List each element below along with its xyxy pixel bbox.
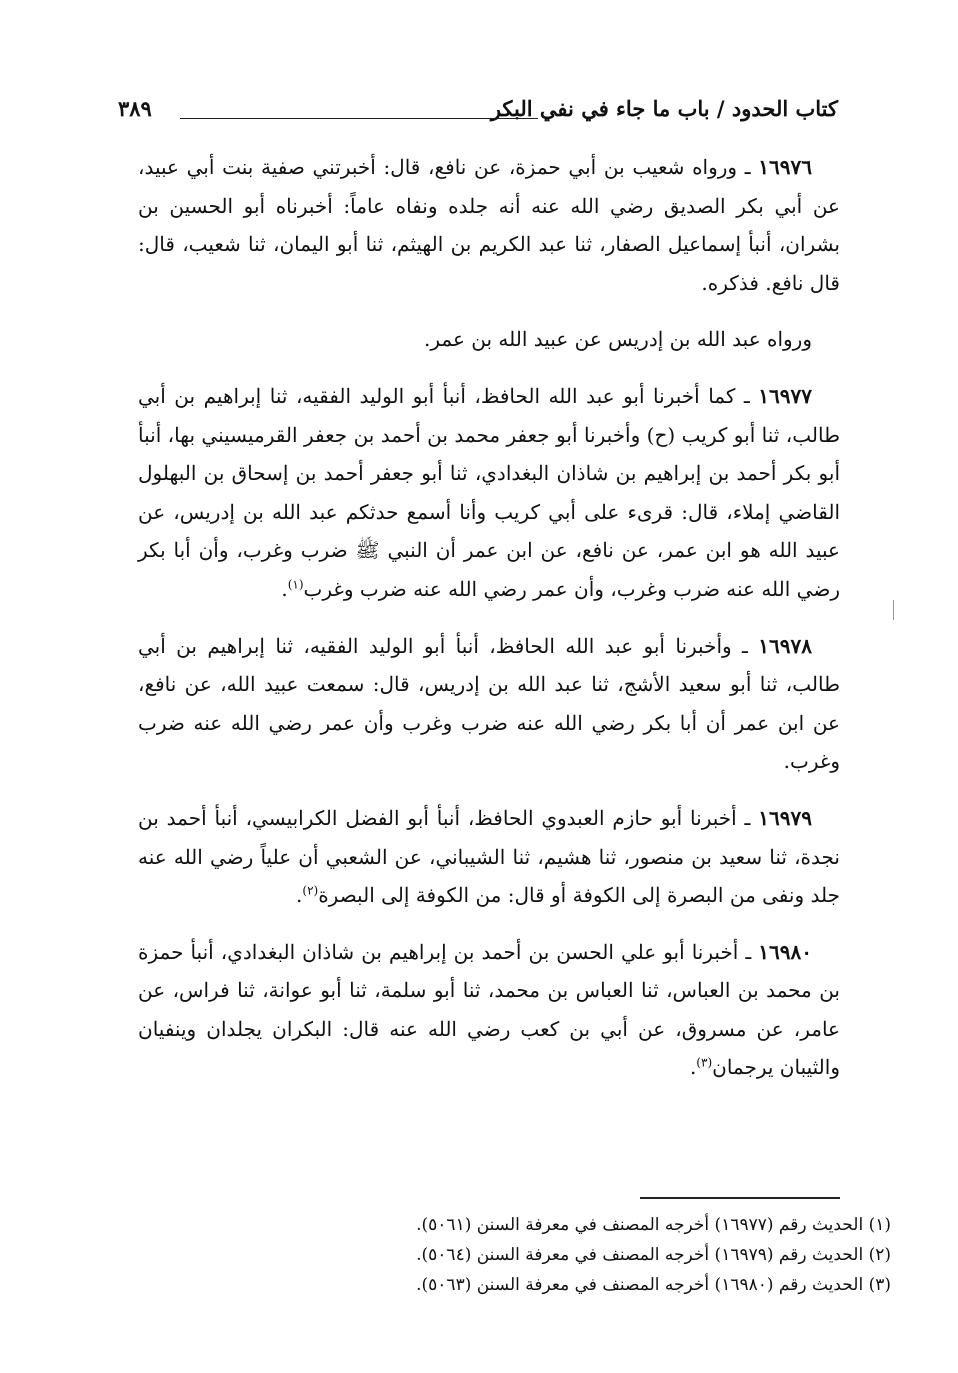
footnote-ref[interactable]: (٣) — [696, 1055, 713, 1070]
footnote-3: (٣) الحديث رقم (١٦٩٨٠) أخرجه المصنف في معرفة السنن (٥٠٦٣). — [416, 1275, 891, 1295]
paragraph-16979 — [138, 799, 840, 915]
page-number: ٣٨٩ — [118, 96, 152, 121]
paragraph-16978 — [138, 627, 840, 781]
paragraph-tail: . — [689, 1055, 697, 1080]
paragraph-text: ـ ورواه شعيب بن أبي حمزة، عن نافع، قال: أخبرتني صفية بنت أبي عبيد، عن أبي بكر الصديق رضي الله عنه أنه جلده ونفاه عاماً: أخبرناه أبو الحسين بن بشران، أنبأ إسماعيل الصفار، ثنا عبد الكريم بن الهيثم، ثنا أبو اليمان، ثنا شعيب، قال: قال نافع. فذكره. — [138, 155, 840, 295]
hadith-number: ١٦٩٨٠ — [758, 939, 812, 964]
footnotes — [138, 1210, 891, 1300]
footnote-ref[interactable]: (٢) — [302, 883, 319, 898]
paragraph-text: ـ أخبرنا أبو علي الحسن بن أحمد بن إبراهيم بن شاذان البغدادي، أنبأ حمزة بن محمد بن العباس، ثنا العباس بن محمد، ثنا أبو سلمة، ثنا أبو عوانة، ثنا فراس، عن عامر، عن مسروق، عن أبي بن كعب رضي الله عنه قال: البكران يجلدان وينفيان والثيبان يرجمان — [138, 939, 840, 1080]
paragraph-note — [138, 320, 840, 359]
hadith-number: ١٦٩٧٨ — [758, 633, 812, 658]
paragraph-text: ورواه عبد الله بن إدريس عن عبيد الله بن عمر. — [424, 327, 812, 352]
footnote-ref[interactable]: (١) — [287, 577, 304, 592]
paragraph-16980 — [138, 933, 840, 1087]
paragraph-tail: . — [281, 576, 288, 601]
paragraph-16976 — [138, 148, 840, 302]
running-header — [118, 92, 838, 132]
paragraph-text: ـ كما أخبرنا أبو عبد الله الحافظ، أنبأ أبو الوليد الفقيه، ثنا إبراهيم بن أبي طالب، ثنا أبو كريب (ح) وأخبرنا أبو جعفر محمد بن أحمد بن جعفر القرميسيني بها، أنبأ أبو بكر أحمد بن إبراهيم بن شاذان البغدادي، ثنا أبو جعفر أحمد بن إسحاق بن البهلول القاضي إملاء، قال: قرىء على أبي كريب وأنا أسمع حدثكم عبد الله بن إدريس، عن عبيد الله هو ابن عمر، عن نافع، عن ابن عمر أن النبي ﷺ ضرب وغرب، وأن أبا بكر رضي الله عنه ضرب وغرب، وأن عمر رضي الله عنه ضرب وغرب — [138, 383, 841, 601]
paragraph-tail: . — [296, 883, 303, 908]
paragraph-16977 — [138, 377, 840, 609]
main-text — [138, 148, 840, 1105]
footnote-1: (١) الحديث رقم (١٦٩٧٧) أخرجه المصنف في معرفة السنن (٥٠٦١). — [416, 1215, 891, 1235]
footnote-2: (٢) الحديث رقم (١٦٩٧٩) أخرجه المصنف في معرفة السنن (٥٠٦٤). — [416, 1245, 891, 1265]
header-title: كتاب الحدود / باب ما جاء في نفي البكر — [490, 96, 838, 121]
paragraph-text: ـ وأخبرنا أبو عبد الله الحافظ، أنبأ أبو الوليد الفقيه، ثنا إبراهيم بن أبي طالب، ثنا أبو سعيد الأشج، ثنا عبد الله بن إدريس، قال: سمعت عبيد الله، عن نافع، عن ابن عمر أن أبا بكر رضي الله عنه ضرب وغرب وأن عمر رضي الله عنه ضرب وغرب. — [138, 633, 840, 774]
footnote-rule — [640, 1197, 840, 1199]
margin-mark — [893, 600, 894, 620]
hadith-number: ١٦٩٧٦ — [758, 155, 812, 179]
hadith-number: ١٦٩٧٩ — [758, 805, 812, 830]
hadith-number: ١٦٩٧٧ — [758, 383, 812, 408]
header-rule — [180, 118, 538, 119]
paragraph-text: ـ أخبرنا أبو حازم العبدوي الحافظ، أنبأ أبو الفضل الكرابيسي، أنبأ أحمد بن نجدة، ثنا سعيد بن منصور، ثنا هشيم، ثنا الشيباني، عن الشعبي أن علياً رضي الله عنه جلد ونفى من البصرة إلى الكوفة أو قال: من الكوفة إلى البصرة — [138, 805, 840, 908]
